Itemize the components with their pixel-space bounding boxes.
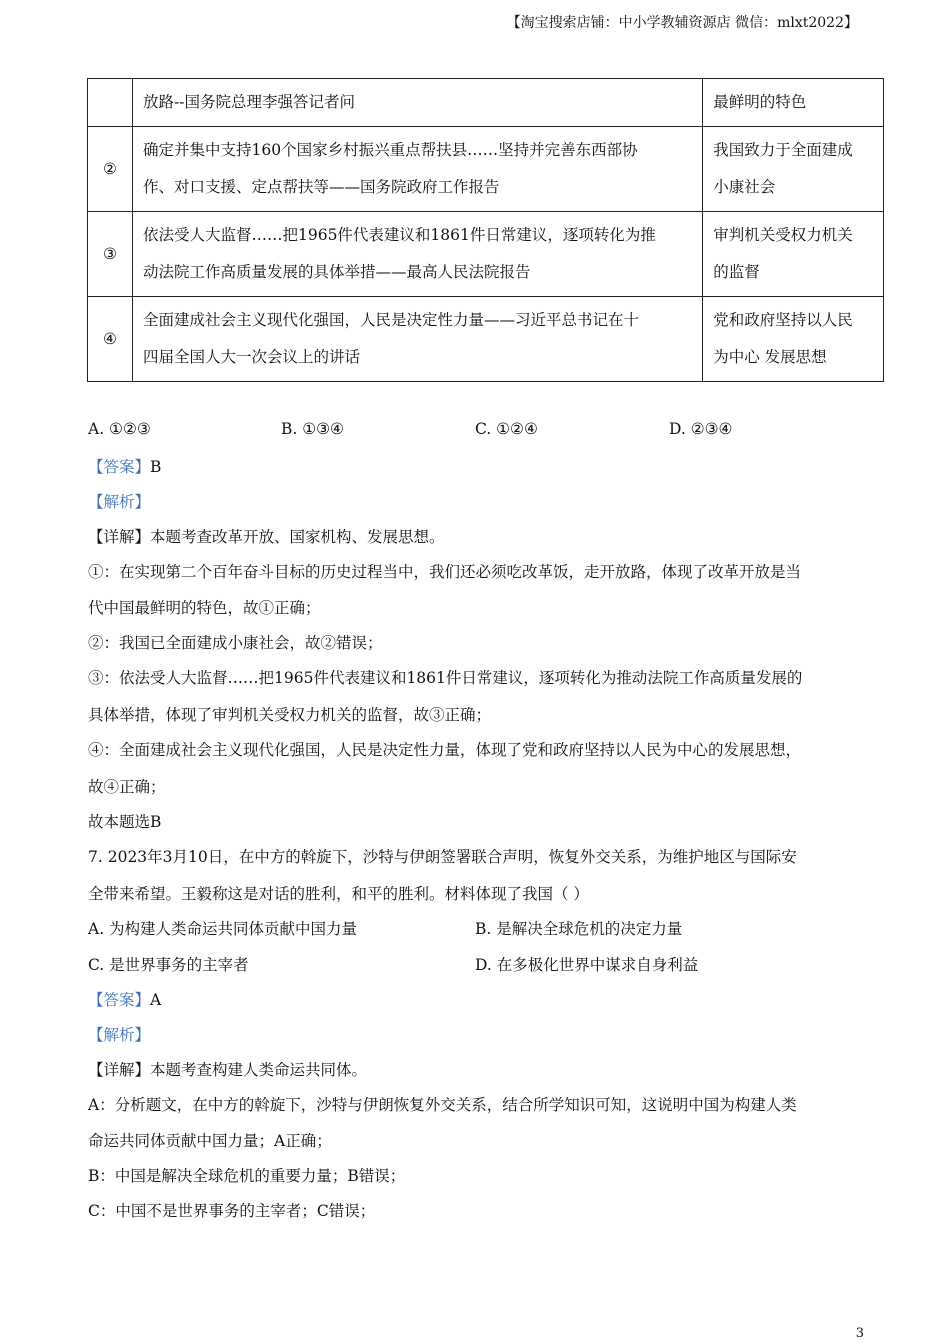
table-cell-num: ④: [88, 297, 133, 382]
table-cell-material: 依法受人大监督……把1965件代表建议和1861件日常建议，逐项转化为推 动法院工作高质量发展的具体举措——最高人民法院报告: [132, 212, 702, 297]
table-cell-conclusion: 最鲜明的特色: [703, 79, 884, 127]
table-cell-conclusion: 我国致力于全面建成 小康社会: [703, 127, 884, 212]
page-header: 【淘宝搜索店铺：中小学教辅资源店 微信：mlxt2022】: [506, 15, 858, 31]
table-cell-material: 确定并集中支持160个国家乡村振兴重点帮扶县……坚持并完善东西部协 作、对口支援、定点帮扶等——国务院政府工作报告: [132, 127, 702, 212]
explanation-line: ③：依法受人大监督……把1965件代表建议和1861件日常建议，逐项转化为推动法院工作高质量发展的: [88, 669, 803, 687]
table-cell-num: [88, 79, 133, 127]
explanation-line: 命运共同体贡献中国力量；A正确；: [88, 1132, 332, 1150]
explanation-line: 代中国最鲜明的特色，故①正确；: [88, 599, 321, 617]
option-d: D. ②③④: [669, 420, 733, 438]
table-cell-conclusion: 党和政府坚持以人民 为中心 发展思想: [703, 297, 884, 382]
detail-line: 【详解】本题考查改革开放、国家机构、发展思想。: [88, 528, 445, 546]
explanation-line: ④：全面建成社会主义现代化强国，人民是决定性力量，体现了党和政府坚持以人民为中心的发展思想，: [88, 741, 802, 759]
table-cell-material: 全面建成社会主义现代化强国，人民是决定性力量——习近平总书记在十 四届全国人大一次会议上的讲话: [132, 297, 702, 382]
detail-line: 【详解】本题考查构建人类命运共同体。: [88, 1061, 368, 1079]
table-cell-num: ②: [88, 127, 133, 212]
option-d: D. 在多极化世界中谋求自身利益: [475, 956, 699, 974]
option-b: B. ①③④: [281, 420, 344, 438]
answer-tag: 【答案】: [88, 991, 151, 1009]
answer-value: B: [150, 458, 162, 476]
table-row: [88, 297, 884, 382]
table-cell-material: 放路--国务院总理李强答记者问: [132, 79, 702, 127]
table-row: [88, 212, 884, 297]
explanation-line: 故④正确；: [88, 778, 166, 796]
analysis-tag: 【解析】: [88, 1026, 151, 1044]
table-row: [88, 79, 884, 127]
answer-tag: 【答案】: [88, 458, 151, 476]
question-table: [87, 78, 884, 382]
option-c: C. 是世界事务的主宰者: [88, 956, 249, 974]
option-a: A. 为构建人类命运共同体贡献中国力量: [88, 920, 358, 938]
conclusion-line: 故本题选B: [88, 813, 162, 831]
analysis-tag: 【解析】: [88, 493, 151, 511]
option-b: B. 是解决全球危机的决定力量: [475, 920, 683, 938]
option-a: A. ①②③: [88, 420, 151, 438]
explanation-line: A：分析题文，在中方的斡旋下，沙特与伊朗恢复外交关系，结合所学知识可知，这说明中国为构建人类: [88, 1096, 797, 1114]
explanation-line: ②：我国已全面建成小康社会，故②错误；: [88, 634, 383, 652]
question-stem: 7. 2023年3月10日，在中方的斡旋下，沙特与伊朗签署联合声明，恢复外交关系，为维护地区与国际安: [88, 848, 797, 866]
explanation-line: B：中国是解决全球危机的重要力量；B错误；: [88, 1167, 406, 1185]
explanation-line: C：中国不是世界事务的主宰者；C错误；: [88, 1202, 376, 1220]
answer-line: [88, 988, 161, 1010]
page-number: 3: [855, 1326, 864, 1341]
table-row: [88, 127, 884, 212]
explanation-line: 具体举措，体现了审判机关受权力机关的监督，故③正确；: [88, 706, 492, 724]
answer-line: [88, 455, 161, 477]
explanation-line: ①：在实现第二个百年奋斗目标的历史过程当中，我们还必须吃改革饭，走开放路，体现了改革开放是当: [88, 563, 802, 581]
table-cell-conclusion: 审判机关受权力机关 的监督: [703, 212, 884, 297]
table-cell-num: ③: [88, 212, 133, 297]
answer-value: A: [150, 991, 162, 1009]
question-stem: 全带来希望。王毅称这是对话的胜利，和平的胜利。材料体现了我国（ ）: [88, 885, 589, 903]
option-c: C. ①②④: [475, 420, 538, 438]
